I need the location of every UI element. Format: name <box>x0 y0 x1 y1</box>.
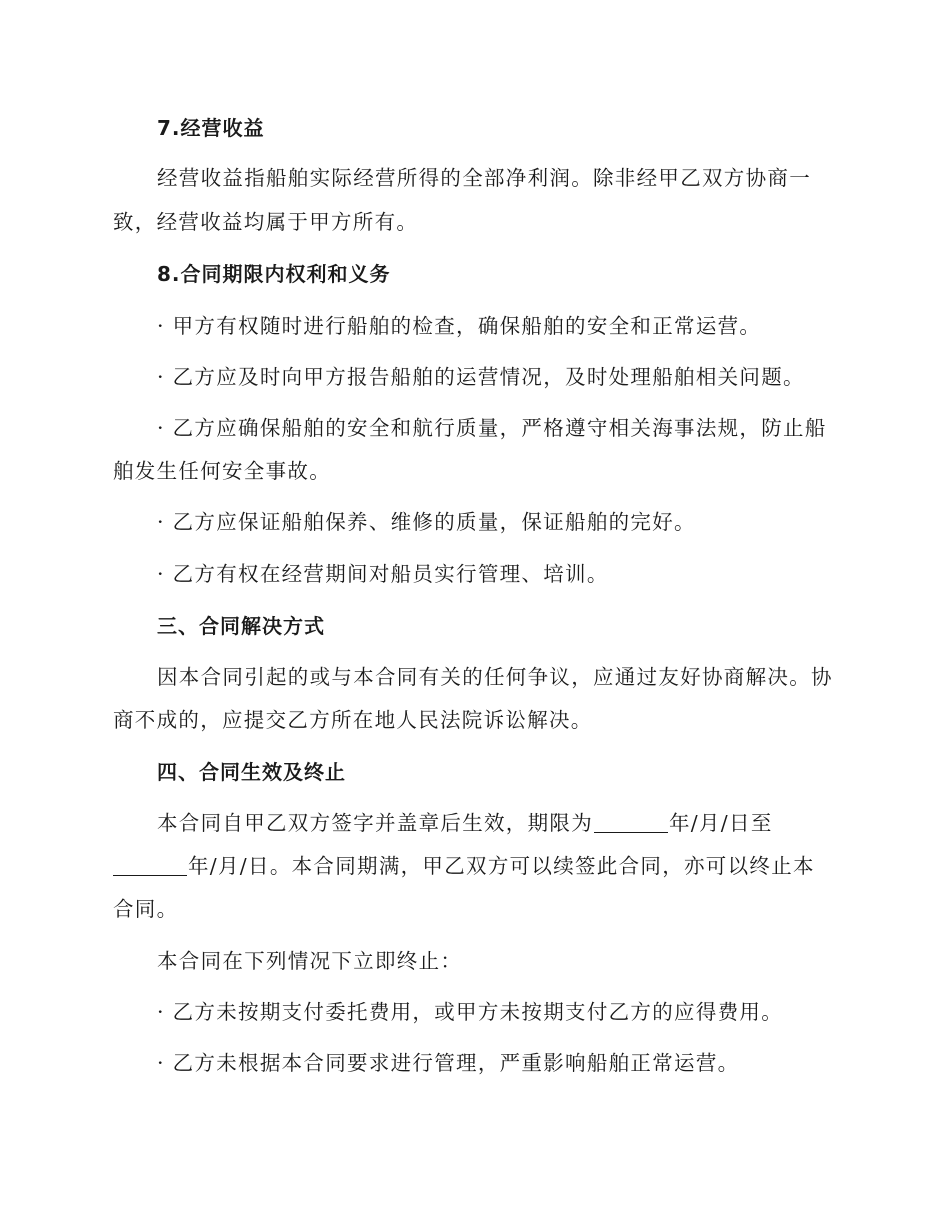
fill-in-blank <box>113 855 187 876</box>
bullet-item: · 乙方应及时向甲方报告船舶的运营情况，及时处理船舶相关问题。 <box>157 365 805 389</box>
paragraph-line: 致，经营收益均属于甲方所有。 <box>113 210 419 234</box>
section-heading: 四、合同生效及终止 <box>157 760 346 784</box>
paragraph-line: 合同。 <box>113 897 179 921</box>
paragraph-line <box>157 808 773 838</box>
bullet-item: · 乙方应保证船舶保养、维修的质量，保证船舶的完好。 <box>157 510 696 534</box>
section-heading: 7.经营收益 <box>157 116 265 140</box>
section-heading: 8.合同期限内权利和义务 <box>157 262 391 286</box>
paragraph-text: 年/月/日。本合同期满，甲乙双方可以续签此合同，亦可以终止本 <box>188 854 815 878</box>
paragraph-line: 商不成的，应提交乙方所在地人民法院诉讼解决。 <box>113 708 593 732</box>
paragraph-line: 本合同在下列情况下立即终止： <box>157 949 463 973</box>
bullet-item: · 乙方未根据本合同要求进行管理，严重影响船舶正常运营。 <box>157 1051 740 1075</box>
fill-in-blank <box>594 812 668 833</box>
bullet-item: · 乙方未按期支付委托费用，或甲方未按期支付乙方的应得费用。 <box>157 1000 784 1024</box>
paragraph-line: 经营收益指船舶实际经营所得的全部净利润。除非经甲乙双方协商一 <box>157 166 811 190</box>
bullet-item: · 乙方应确保船舶的安全和航行质量，严格遵守相关海事法规，防止船 <box>157 416 827 440</box>
bullet-item-continuation: 舶发生任何安全事故。 <box>113 459 331 483</box>
bullet-item: · 乙方有权在经营期间对船员实行管理、培训。 <box>157 562 609 586</box>
section-heading: 三、合同解决方式 <box>157 614 325 638</box>
paragraph-text: 年/月/日至 <box>669 811 773 835</box>
paragraph-line: 因本合同引起的或与本合同有关的任何争议，应通过友好协商解决。协 <box>157 665 833 689</box>
paragraph-text: 本合同自甲乙双方签字并盖章后生效，期限为 <box>157 811 593 835</box>
paragraph-line <box>113 851 815 881</box>
bullet-item: · 甲方有权随时进行船舶的检查，确保船舶的安全和正常运营。 <box>157 314 762 338</box>
